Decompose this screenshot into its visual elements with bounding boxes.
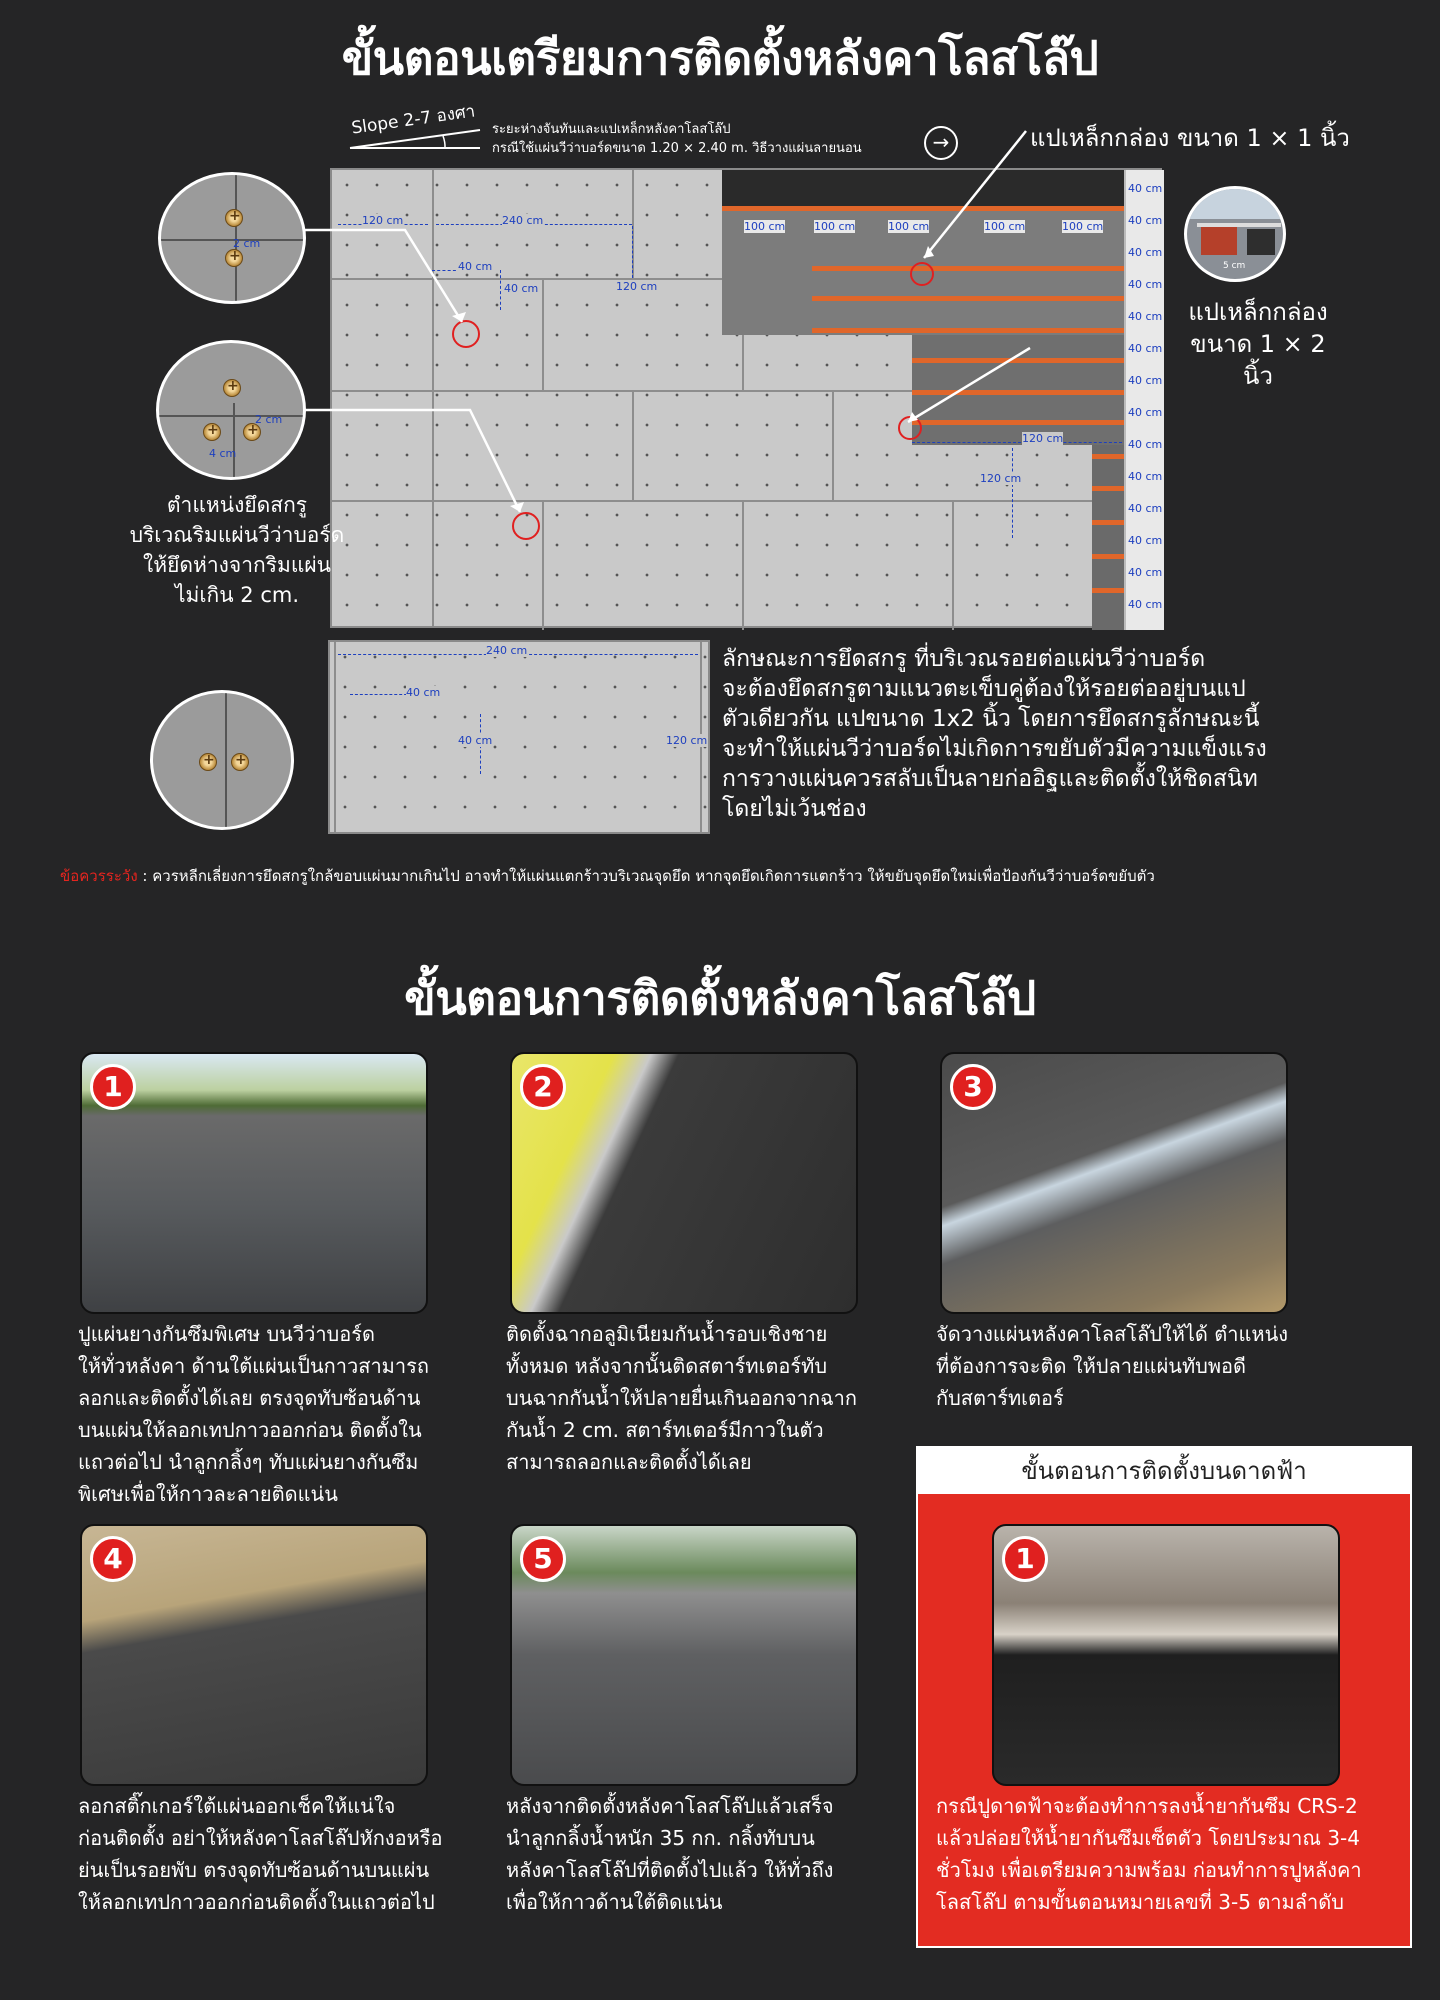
screw-icon bbox=[199, 753, 217, 771]
section1-title: ขั้นตอนเตรียมการติดตั้งหลังคาโลสโล๊ป bbox=[341, 31, 1099, 85]
side-dim-label: 40 cm bbox=[1128, 438, 1163, 451]
spacing-note-1: ระยะห่างจันทันและแปเหล็กหลังคาโลสโล๊ป bbox=[492, 122, 731, 137]
side-dim-label: 40 cm bbox=[1128, 374, 1163, 387]
purlin-dim-100-1: 100 cm bbox=[744, 220, 786, 233]
dim-120-right: 120 cm bbox=[1022, 432, 1064, 445]
step-number-badge: 1 bbox=[1002, 1536, 1048, 1582]
screw-icon bbox=[225, 209, 243, 227]
joint-board-diagram bbox=[328, 640, 710, 834]
purlin-dim-100-3: 100 cm bbox=[888, 220, 930, 233]
zoom-detail-corner bbox=[156, 340, 306, 480]
purlin-dim-100-2: 100 cm bbox=[814, 220, 856, 233]
side-dim-label: 40 cm bbox=[1128, 470, 1163, 483]
zoom-joint-detail bbox=[150, 690, 294, 830]
purlin-dim-100-4: 100 cm bbox=[984, 220, 1026, 233]
side-dim-label: 40 cm bbox=[1128, 278, 1163, 291]
section2-title: ขั้นตอนการติดตั้งหลังคาโลสโล๊ป bbox=[404, 971, 1036, 1025]
dim-120-vertical: 120 cm bbox=[616, 280, 658, 293]
warning-text: : ควรหลีกเลี่ยงการยึดสกรูใกล้ขอบแผ่นมากเกินไป อาจทำให้แผ่นแตกร้าวบริเวณจุดยึด หากจุดยึดเกิดการแตกร้าว ให้ขยับจุดยึดใหม่เพื่อป้องกันวีว่าบอร์ดขยับตัว bbox=[137, 867, 1155, 885]
dim-240-top: 240 cm bbox=[502, 214, 544, 227]
step-5-photo bbox=[510, 1524, 858, 1786]
purlin-dim-100-5: 100 cm bbox=[1062, 220, 1104, 233]
dim-5cm: 5 cm bbox=[1223, 261, 1246, 271]
purlin-1x2-label: แปเหล็กกล่อง ขนาด 1 × 2 นิ้ว bbox=[1188, 298, 1328, 390]
step-5-text: หลังจากติดตั้งหลังคาโลสโล๊ปแล้วเสร็จ นำลูกกลิ้งน้ำหนัก 35 กก. กลิ้งทับบน หลังคาโลสโล๊ปที่ติดตั้งไปแล้ว ให้ทั่วถึง เพื่อให้กาวด้านใต้ติดแน่น bbox=[506, 1794, 834, 1914]
board-dim-40-b: 40 cm bbox=[458, 734, 493, 747]
step-3-text: จัดวางแผ่นหลังคาโลสโล๊ปให้ได้ ตำแหน่ง ที่ต้องการจะติด ให้ปลายแผ่นทับพอดี กับสตาร์ทเตอร์ bbox=[936, 1322, 1289, 1410]
step-4-photo bbox=[80, 1524, 428, 1786]
screw-icon bbox=[203, 423, 221, 441]
zoom-purlin-section bbox=[1184, 186, 1286, 282]
step-number-badge: 5 bbox=[520, 1536, 566, 1582]
dim-120-right-v: 120 cm bbox=[980, 472, 1022, 485]
roof-deck-header: ขั้นตอนการติดตั้งบนดาดฟ้า bbox=[918, 1448, 1410, 1494]
side-dim-label: 40 cm bbox=[1128, 246, 1163, 259]
screw-icon bbox=[223, 379, 241, 397]
board-dim-240: 240 cm bbox=[486, 644, 528, 657]
warning-note bbox=[60, 864, 1400, 888]
step-number-badge: 2 bbox=[520, 1064, 566, 1110]
screw-icon bbox=[231, 753, 249, 771]
step-2-photo bbox=[510, 1052, 858, 1314]
dim-2cm: 2 cm bbox=[255, 413, 283, 426]
step-2-text: ติดตั้งฉากอลูมิเนียมกันน้ำรอบเชิงชาย ทั้งหมด หลังจากนั้นติดสตาร์ทเตอร์ทับ บนฉากกันน้ำให้ปลายยื่นเกินออกจากฉาก กันน้ำ 2 cm. สตาร์ทเตอร์มีกาวในตัว สามารถลอกและติดตั้งได้เลย bbox=[506, 1322, 858, 1474]
dim-2cm: 2 cm bbox=[233, 237, 261, 250]
step-1-text: ปูแผ่นยางกันซึมพิเศษ บนวีว่าบอร์ด ให้ทั่วหลังคา ด้านใต้แผ่นเป็นกาวสามารถ ลอกและติดตั้งได้เลย ตรงจุดทับซ้อนด้าน บนแผ่นให้ลอกเทปกาวออกก่อน ติดตั้งใน แถวต่อไป นำลูกกลิ้งๆ ทับแผ่นยางกันซึม พิเศษเพื่อให้กาวละลายติดแน่น bbox=[78, 1322, 429, 1506]
purlin-1x1-label: แปเหล็กกล่อง ขนาด 1 × 1 นิ้ว bbox=[1030, 124, 1350, 152]
warning-label: ข้อควรระวัง bbox=[60, 867, 138, 885]
board-dim-40-a: 40 cm bbox=[406, 686, 441, 699]
screw-position-note: ตำแหน่งยึดสกรู บริเวณริมแผ่นวีว่าบอร์ด ให้ยึดห่างจากริมแผ่น ไม่เกิน 2 cm. bbox=[129, 493, 345, 607]
side-dim-label: 40 cm bbox=[1128, 534, 1163, 547]
dim-40-b: 40 cm bbox=[504, 282, 539, 295]
side-dim-label: 40 cm bbox=[1128, 182, 1163, 195]
zoom-detail-edge bbox=[158, 172, 306, 304]
dim-120-top: 120 cm bbox=[362, 214, 404, 227]
step-number-badge: 3 bbox=[950, 1064, 996, 1110]
side-dim-label: 40 cm bbox=[1128, 310, 1163, 323]
side-dim-label: 40 cm bbox=[1128, 214, 1163, 227]
step-3-photo bbox=[940, 1052, 1288, 1314]
side-dim-label: 40 cm bbox=[1128, 598, 1163, 611]
roof-deck-text: กรณีปูดาดฟ้าจะต้องทำการลงน้ำยากันซึม CRS-2 แล้วปล่อยให้น้ำยากันซึมเซ็ตตัว โดยประมาณ 3-4 ชั่วโมง เพื่อเตรียมความพร้อม ก่อนทำการปูหลังคา โลสโล๊ป ตามขั้นตอนหมายเลขที่ 3-5 ตามลำดับ bbox=[936, 1794, 1362, 1914]
side-dim-label: 40 cm bbox=[1128, 406, 1163, 419]
slope-label: Slope 2-7 องศา bbox=[350, 101, 477, 139]
step-1-photo bbox=[80, 1052, 428, 1314]
arrow-right-icon: → bbox=[924, 126, 958, 160]
roof-deck-panel bbox=[916, 1446, 1412, 1948]
roof-deck-photo bbox=[992, 1524, 1340, 1786]
dim-40-a: 40 cm bbox=[458, 260, 493, 273]
dim-4cm: 4 cm bbox=[209, 447, 237, 460]
step-number-badge: 4 bbox=[90, 1536, 136, 1582]
joint-description: ลักษณะการยึดสกรู ที่บริเวณรอยต่อแผ่นวีว่าบอร์ด จะต้องยึดสกรูตามแนวตะเข็บคู่ต้องให้รอยต่ออยู่บนแป ตัวเดียวกัน แปขนาด 1x2 นิ้ว โดยการยึดสกรูลักษณะนี้ จะทำให้แผ่นวีว่าบอร์ดไม่เกิดการขยับตัวมีความแข็งแรง การวางแผ่นควรสลับเป็นลายก่ออิฐและติดตั้งให้ชิดสนิท โดยไม่เว้นช่อง bbox=[722, 646, 1267, 822]
side-dim-label: 40 cm bbox=[1128, 342, 1163, 355]
side-dim-label: 40 cm bbox=[1128, 566, 1163, 579]
step-number-badge: 1 bbox=[90, 1064, 136, 1110]
step-4-text: ลอกสติ๊กเกอร์ใต้แผ่นออกเช็คให้แน่ใจ ก่อนติดตั้ง อย่าให้หลังคาโลสโล๊ปหักงอหรือ ย่นเป็นรอยพับ ตรงจุดทับซ้อนด้านบนแผ่น ให้ลอกเทปกาวออกก่อนติดตั้งในแถวต่อไป bbox=[78, 1794, 443, 1914]
spacing-note-2: กรณีใช้แผ่นวีว่าบอร์ดขนาด 1.20 × 2.40 m. วิธีวางแผ่นลายนอน bbox=[492, 141, 862, 156]
board-dim-120: 120 cm bbox=[666, 734, 708, 747]
side-dim-label: 40 cm bbox=[1128, 502, 1163, 515]
screw-icon bbox=[225, 249, 243, 267]
